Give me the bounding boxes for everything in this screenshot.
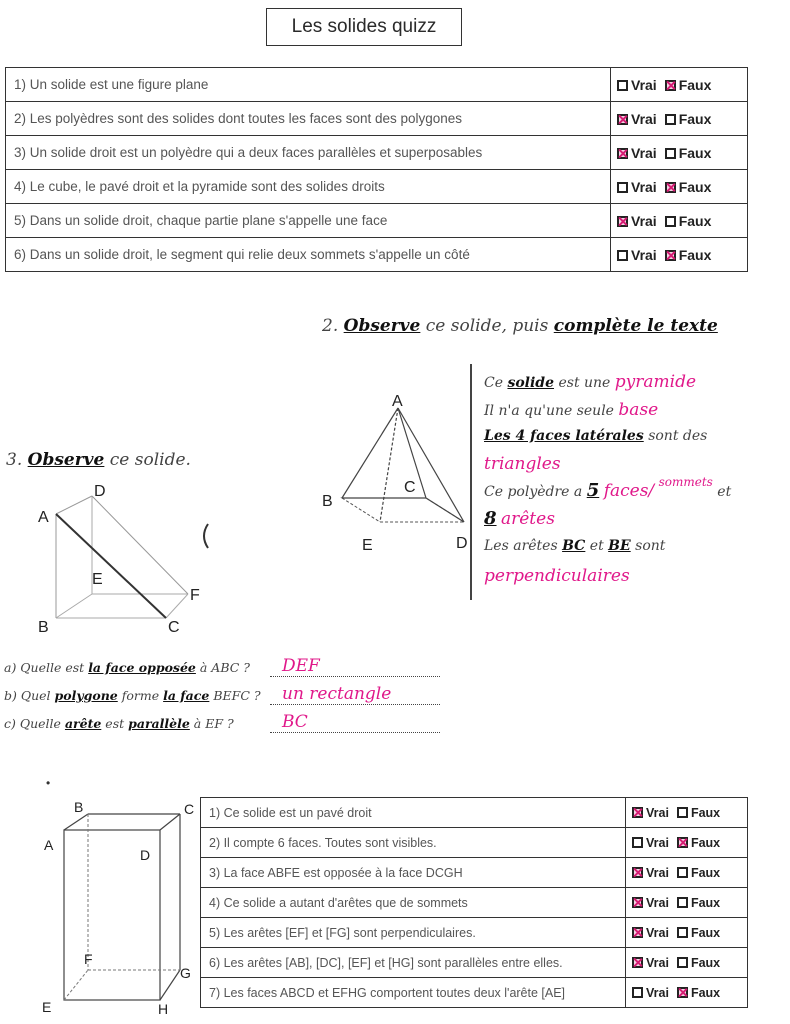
answer-aretes: arêtes <box>500 509 555 529</box>
answer-solid-type: pyramide <box>614 372 697 392</box>
rotation-arrow-icon <box>204 524 208 548</box>
faux-label: Faux <box>678 110 712 127</box>
quiz1-answer-cell <box>611 170 748 204</box>
faux-checkbox[interactable] <box>665 182 676 193</box>
faux-label: Faux <box>690 925 721 940</box>
answer-perpendiculaires: perpendiculaires <box>484 566 630 586</box>
answer-a: DEF <box>270 656 440 677</box>
vrai-label: Vrai <box>631 246 657 263</box>
vrai-label: Vrai <box>631 144 657 161</box>
quiz2-answer-cell <box>626 918 748 948</box>
quiz2-row <box>201 888 748 918</box>
quiz2-row <box>201 858 748 888</box>
edge-ab <box>342 408 398 498</box>
answer-b: un rectangle <box>270 684 440 705</box>
observe-word-3: Observe <box>27 450 105 470</box>
vrai-label: Vrai <box>646 925 669 940</box>
box-vertex-g: G <box>180 965 191 981</box>
faux-label: Faux <box>678 144 712 161</box>
faux-checkbox[interactable] <box>665 216 676 227</box>
question-b: b) Quel polygone forme la face BEFC ? <box>4 688 261 703</box>
fill-line-8 <box>484 566 630 586</box>
faux-checkbox[interactable] <box>665 80 676 91</box>
vrai-checkbox[interactable] <box>617 182 628 193</box>
fill-line-6: 8 arêtes <box>484 508 555 529</box>
vertex-a-label: A <box>392 393 403 410</box>
vrai-label: Vrai <box>646 955 669 970</box>
section-2-heading: 2. Observe ce solide, puis complète le texte <box>322 316 718 336</box>
quiz1-statement: 2) Les polyèdres sont des solides dont toutes les faces sont des polygones <box>6 102 611 136</box>
quiz2-row <box>201 918 748 948</box>
quiz1-answer-cell <box>611 102 748 136</box>
faux-checkbox[interactable] <box>665 114 676 125</box>
edge-ac-prism <box>56 514 166 618</box>
answer-c: BC <box>270 712 440 733</box>
quiz2-row <box>201 978 748 1008</box>
quiz2-statement: 3) La face ABFE est opposée à la face DCGH <box>201 858 626 888</box>
vrai-label: Vrai <box>631 178 657 195</box>
vrai-label: Vrai <box>646 895 669 910</box>
box-vertex-d: D <box>140 847 151 863</box>
quiz1-statement: 3) Un solide droit est un polyèdre qui a deux faces parallèles et superposables <box>6 136 611 170</box>
faux-label: Faux <box>690 865 721 880</box>
question-c: c) Quelle arête est parallèle à EF ? <box>4 716 234 731</box>
page-title: Les solides quizz <box>266 8 462 46</box>
faux-checkbox[interactable] <box>677 987 688 998</box>
vrai-checkbox[interactable] <box>632 837 643 848</box>
prism-vertex-f: F <box>190 587 200 604</box>
box-vertex-f: F <box>84 951 93 967</box>
quiz1-answer-cell <box>611 238 748 272</box>
bullet-dot: • <box>46 776 51 790</box>
edge-hg-box <box>160 970 180 1000</box>
vrai-checkbox[interactable] <box>617 148 628 159</box>
faux-checkbox[interactable] <box>677 837 688 848</box>
faux-checkbox[interactable] <box>677 927 688 938</box>
quiz-table-1 <box>5 67 748 272</box>
quiz1-statement: 4) Le cube, le pavé droit et la pyramide sont des solides droits <box>6 170 611 204</box>
prism-vertex-d: D <box>94 483 106 500</box>
faux-label: Faux <box>678 246 712 263</box>
section-3-heading: 3. Observe ce solide. <box>6 450 191 470</box>
quiz1-row <box>6 68 748 102</box>
edge-be <box>56 594 92 618</box>
quiz2-row <box>201 798 748 828</box>
vrai-checkbox[interactable] <box>632 897 643 908</box>
answer-base: base <box>618 400 659 420</box>
edge-dc-box <box>160 814 180 830</box>
faux-label: Faux <box>690 985 721 1000</box>
quiz2-statement: 6) Les arêtes [AB], [DC], [EF] et [HG] sont parallèles entre elles. <box>201 948 626 978</box>
prism-vertex-a: A <box>38 509 49 526</box>
box-vertex-h: H <box>158 1001 169 1017</box>
edge-ae <box>380 408 398 522</box>
fill-line-4 <box>484 454 561 474</box>
vertex-c-label: C <box>404 479 416 496</box>
pyramid-figure <box>318 388 478 558</box>
quiz-table-2 <box>200 797 748 1008</box>
quiz1-statement: 1) Un solide est une figure plane <box>6 68 611 102</box>
vrai-checkbox[interactable] <box>632 957 643 968</box>
quiz-table-1-body <box>6 68 748 272</box>
faux-label: Faux <box>690 805 721 820</box>
quiz1-row <box>6 102 748 136</box>
box-vertex-a: A <box>44 837 54 853</box>
quiz1-statement: 5) Dans un solide droit, chaque partie plane s'appelle une face <box>6 204 611 238</box>
edge-ad-top <box>56 496 92 514</box>
quiz2-statement: 1) Ce solide est un pavé droit <box>201 798 626 828</box>
quiz2-statement: 4) Ce solide a autant d'arêtes que de sommets <box>201 888 626 918</box>
edge-ad <box>398 408 464 522</box>
vertex-d-label: D <box>456 535 468 552</box>
fill-line-3: Les 4 faces latérales sont des <box>484 428 708 444</box>
quiz-table-2-body <box>201 798 748 1008</box>
quiz1-answer-cell <box>611 204 748 238</box>
vertex-e-label: E <box>362 537 373 554</box>
faux-label: Faux <box>690 835 721 850</box>
quiz2-answer-cell <box>626 828 748 858</box>
vrai-label: Vrai <box>631 212 657 229</box>
fill-line-5: Ce polyèdre a 5 faces/ sommets et <box>484 475 732 501</box>
prism-vertex-c: C <box>168 619 180 636</box>
prism-figure <box>30 484 220 644</box>
answer-triangles: triangles <box>484 454 561 474</box>
edge-ab-box <box>64 814 88 830</box>
quiz2-row <box>201 828 748 858</box>
vrai-label: Vrai <box>631 110 657 127</box>
vrai-label: Vrai <box>646 805 669 820</box>
answer-sommets: sommets <box>658 475 713 489</box>
faux-checkbox[interactable] <box>677 867 688 878</box>
edge-df <box>92 496 188 594</box>
vrai-label: Vrai <box>646 865 669 880</box>
fill-line-1: Ce solide est une pyramide <box>484 372 697 392</box>
text-divider <box>470 364 472 600</box>
prism-vertex-e: E <box>92 571 103 588</box>
faux-label: Faux <box>678 212 712 229</box>
vrai-checkbox[interactable] <box>632 927 643 938</box>
faux-label: Faux <box>678 76 712 93</box>
faux-checkbox[interactable] <box>677 957 688 968</box>
quiz2-answer-cell <box>626 858 748 888</box>
faux-label: Faux <box>690 895 721 910</box>
quiz1-answer-cell <box>611 136 748 170</box>
quiz1-answer-cell <box>611 68 748 102</box>
vrai-label: Vrai <box>646 985 669 1000</box>
vertex-b-label: B <box>322 493 333 510</box>
edge-ef-hidden <box>64 970 88 1000</box>
observe-word: Observe <box>343 316 421 336</box>
quiz2-row <box>201 948 748 978</box>
vrai-checkbox[interactable] <box>632 807 643 818</box>
quiz1-row <box>6 238 748 272</box>
quiz1-row <box>6 136 748 170</box>
edge-cd <box>426 498 464 522</box>
faux-checkbox[interactable] <box>677 807 688 818</box>
vrai-checkbox[interactable] <box>617 114 628 125</box>
box-figure <box>40 800 200 1015</box>
question-a: a) Quelle est la face opposée à ABC ? <box>4 660 250 675</box>
box-vertex-e: E <box>42 999 52 1015</box>
vrai-checkbox[interactable] <box>632 987 643 998</box>
vrai-label: Vrai <box>646 835 669 850</box>
vrai-label: Vrai <box>631 76 657 93</box>
box-vertex-c: C <box>184 801 195 817</box>
faux-checkbox[interactable] <box>665 250 676 261</box>
fill-line-2: Il n'a qu'une seule base <box>484 400 659 420</box>
vrai-checkbox[interactable] <box>632 867 643 878</box>
edge-cf <box>166 594 188 618</box>
vrai-checkbox[interactable] <box>617 250 628 261</box>
vrai-checkbox[interactable] <box>617 216 628 227</box>
box-vertex-b: B <box>74 799 84 815</box>
quiz2-answer-cell <box>626 978 748 1008</box>
faux-checkbox[interactable] <box>665 148 676 159</box>
faux-label: Faux <box>690 955 721 970</box>
quiz2-statement: 5) Les arêtes [EF] et [FG] sont perpendiculaires. <box>201 918 626 948</box>
quiz1-row <box>6 170 748 204</box>
faux-label: Faux <box>678 178 712 195</box>
faux-checkbox[interactable] <box>677 897 688 908</box>
quiz2-answer-cell <box>626 798 748 828</box>
quiz1-statement: 6) Dans un solide droit, le segment qui relie deux sommets s'appelle un côté <box>6 238 611 272</box>
quiz2-statement: 7) Les faces ABCD et EFHG comportent toutes deux l'arête [AE] <box>201 978 626 1008</box>
vrai-checkbox[interactable] <box>617 80 628 91</box>
quiz2-answer-cell <box>626 948 748 978</box>
answer-faces: faces/ <box>603 481 655 501</box>
quiz2-answer-cell <box>626 888 748 918</box>
quiz1-row <box>6 204 748 238</box>
fill-line-7: Les arêtes BC et BE sont <box>484 538 666 554</box>
quiz2-statement: 2) Il compte 6 faces. Toutes sont visibles. <box>201 828 626 858</box>
prism-vertex-b: B <box>38 619 49 636</box>
complete-word: complète le texte <box>553 316 718 336</box>
